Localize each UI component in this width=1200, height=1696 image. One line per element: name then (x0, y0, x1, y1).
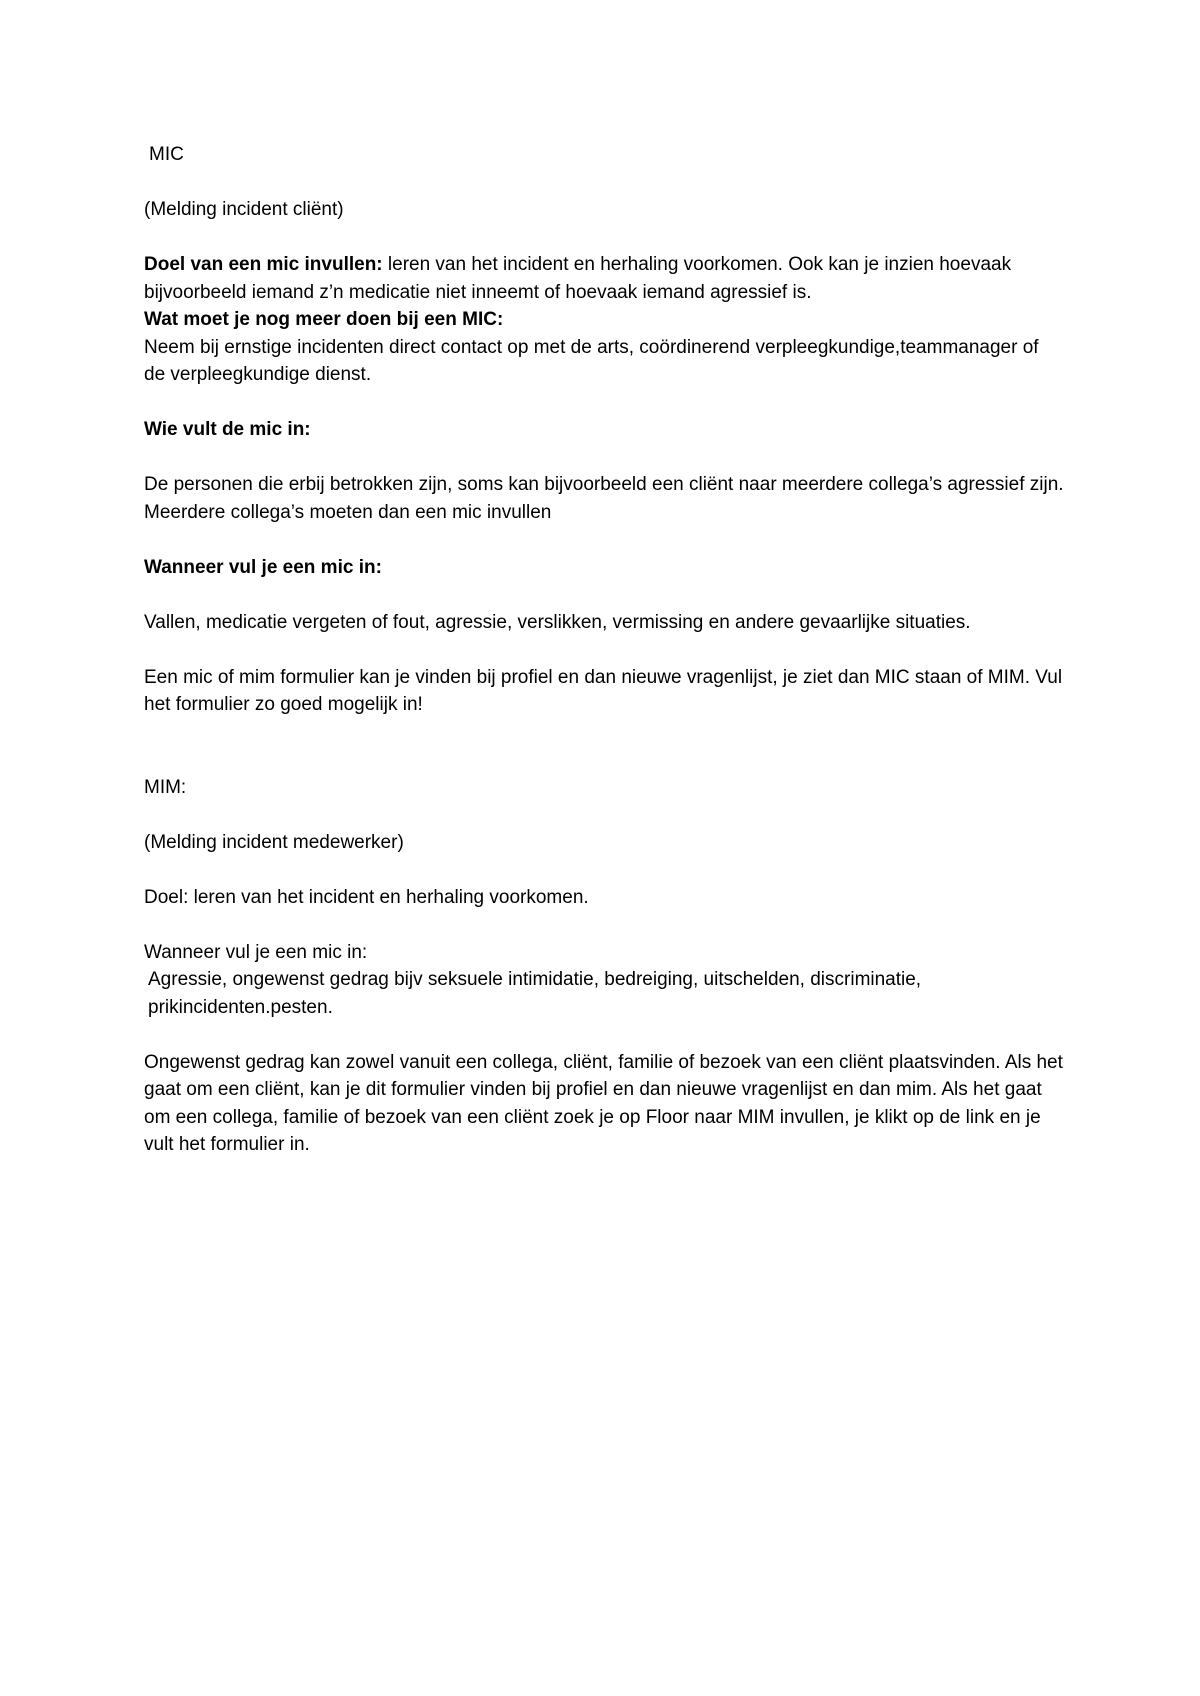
mim-wanneer-heading: Wanneer vul je een mic in: (144, 941, 368, 963)
mim-subtitle: (Melding incident medewerker) (144, 831, 404, 853)
mim-title: MIM: (144, 776, 187, 798)
mim-ongewenst-text: Ongewenst gedrag kan zowel vanuit een collega, cliënt, familie of bezoek van een cliënt plaatsvinden. Als het gaat om een cliënt, kan je dit formulier vinden bij profiel en dan nieuwe vragenlijst en dan mim. Als het gaat om een collega, familie of bezoek van een cliënt zoek je op Floor naar MIM invullen, je klikt op de link en je vult het formulier in. (144, 1051, 1063, 1155)
mim-wanneer-text: Agressie, ongewenst gedrag bijv seksuele intimidatie, bedreiging, uitschelden, discriminatie, prikincidenten.pesten. (148, 969, 922, 1018)
mic-formulier-text: Een mic of mim formulier kan je vinden bij profiel en dan nieuwe vragenlijst, je ziet dan MIC staan of MIM. Vul het formulier zo goed mogelijk in! (144, 666, 1063, 715)
mic-wie-heading: Wie vult de mic in: (144, 419, 311, 440)
mic-wanneer-text: Vallen, medicatie vergeten of fout, agressie, verslikken, vermissing en andere gevaarlijke situaties. (144, 611, 971, 633)
mic-wanneer-heading: Wanneer vul je een mic in: (144, 556, 382, 578)
mic-meer-heading: Wat moet je nog meer doen bij een MIC: (144, 309, 504, 330)
mic-subtitle: (Melding incident cliënt) (144, 199, 344, 220)
mic-doel-paragraph (144, 251, 1064, 306)
mic-wie-text: De personen die erbij betrokken zijn, soms kan bijvoorbeeld een cliënt naar meerdere collega’s agressief zijn. Meerdere collega’s moeten dan een mic invullen (144, 474, 1064, 523)
mic-meer-text: Neem bij ernstige incidenten direct contact op met de arts, coördinerend verpleegkundige,teammanager of de verpleegkundige dienst. (144, 336, 1039, 385)
document-body (144, 141, 1064, 1159)
mim-doel-text: Doel: leren van het incident en herhaling voorkomen. (144, 886, 589, 908)
mic-doel-label: Doel van een mic invullen: (144, 254, 383, 275)
mic-title: MIC (149, 144, 184, 165)
mic-doel-text: leren van het incident en herhaling voorkomen. Ook kan je inzien hoevaak bijvoorbeeld iemand z’n medicatie niet inneemt of hoevaak iemand agressief is. (144, 254, 1012, 303)
